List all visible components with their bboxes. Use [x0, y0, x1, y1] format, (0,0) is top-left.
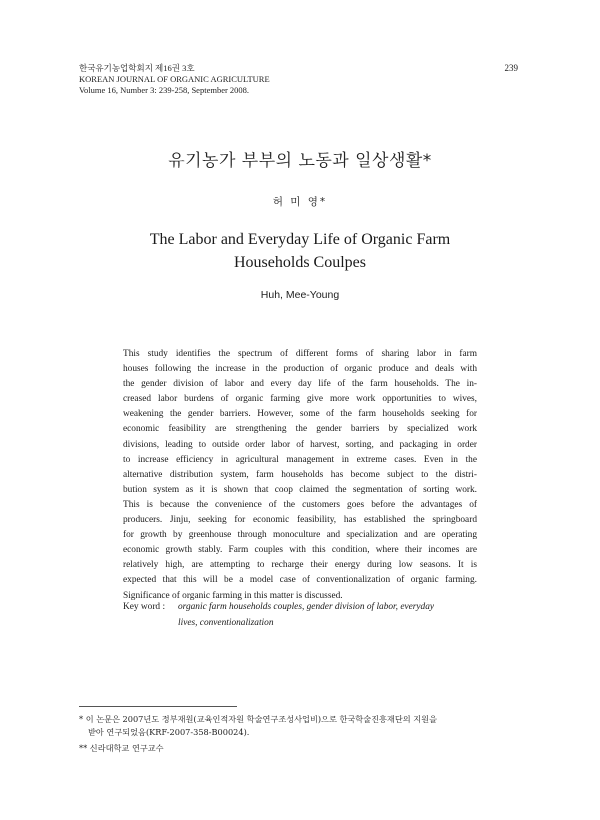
- volume-info: Volume 16, Number 3: 239-258, September 2008.: [79, 85, 250, 95]
- abstract-line: relatively high, are attempting to recharge their energy during low seasons. It is: [123, 560, 477, 571]
- journal-name-korean: 한국유기농업학회지 제16권 3호: [79, 63, 195, 73]
- abstract-line: to increase efficiency in agricultural management in extreme cases. Even in the: [123, 454, 477, 465]
- footnote-divider: [79, 706, 237, 707]
- keywords-line-1: organic farm households couples, gender division of labor, everyday: [178, 602, 435, 612]
- abstract-line: producers. Jinju, seeking for economic feasibility, has established the springboard: [123, 515, 477, 526]
- abstract: [123, 347, 477, 604]
- footnote-affiliation: ** 신라대학교 연구교수: [79, 743, 164, 753]
- abstract-line: This is because the convenience of the customers goes before the advantages of: [123, 499, 477, 510]
- abstract-line: alternative distribution system, farm households has become subject to the distri-: [123, 469, 477, 480]
- abstract-line: bution system as it is shown that coop claimed the segmentation of sorting work.: [123, 484, 477, 495]
- title-english-line-1: The Labor and Everyday Life of Organic Farm: [149, 231, 451, 248]
- journal-name-english: KOREAN JOURNAL OF ORGANIC AGRICULTURE: [79, 74, 270, 84]
- title-english: [0, 228, 600, 274]
- abstract-line: creased labor burdens of organic farming give more work opportunities to wives,: [123, 394, 477, 405]
- keywords-list: [178, 600, 478, 631]
- page-number: 239: [504, 63, 518, 73]
- abstract-line: weakening the gender barriers. However, some of the farm households seeking for: [123, 409, 477, 420]
- footnote-funding-line-1: * 이 논문은 2007년도 정부재원(교육인적자원 학술연구조성사업비)으로 한국학술진흥재단의 지원을: [79, 714, 437, 724]
- journal-header: [79, 63, 270, 96]
- abstract-line: for growth by greenhouse through monoculture and specialization and are operating: [123, 530, 477, 541]
- abstract-line: the gender division of labor and every day life of the farm households. The in-: [123, 379, 477, 390]
- abstract-line: Significance of organic farming in this matter is discussed.: [123, 590, 343, 601]
- author-english: Huh, Mee-Young: [260, 289, 340, 301]
- abstract-line: houses following the increase in the production of organic produce and deals with: [123, 364, 477, 375]
- abstract-line: economic feasibility are strengthening the gender barriers by specialized work: [123, 424, 477, 435]
- abstract-line: divisions, leading to outside order labor of harvest, sorting, and packaging in order: [123, 439, 477, 450]
- footnote-funding-line-2: 받아 연구되었음(KRF-2007-358-B00024).: [88, 727, 250, 737]
- author-korean: 허 미 영*: [272, 196, 328, 208]
- abstract-line: This study identifies the spectrum of different forms of sharing labor in farm: [123, 349, 477, 359]
- abstract-line: economic growth stably. Farm couples with this condition, where their incomes are: [123, 545, 477, 556]
- keywords-label: Key word :: [123, 602, 166, 612]
- title-korean: 유기농가 부부의 노동과 일상생활*: [168, 151, 432, 171]
- abstract-line: expected that this will be a model case of conventionalization of organic farming.: [123, 575, 477, 586]
- keywords-line-2: lives, conventionalization: [178, 617, 274, 628]
- title-english-line-2: Households Coulpes: [234, 254, 366, 271]
- footnote-funding: [79, 713, 437, 739]
